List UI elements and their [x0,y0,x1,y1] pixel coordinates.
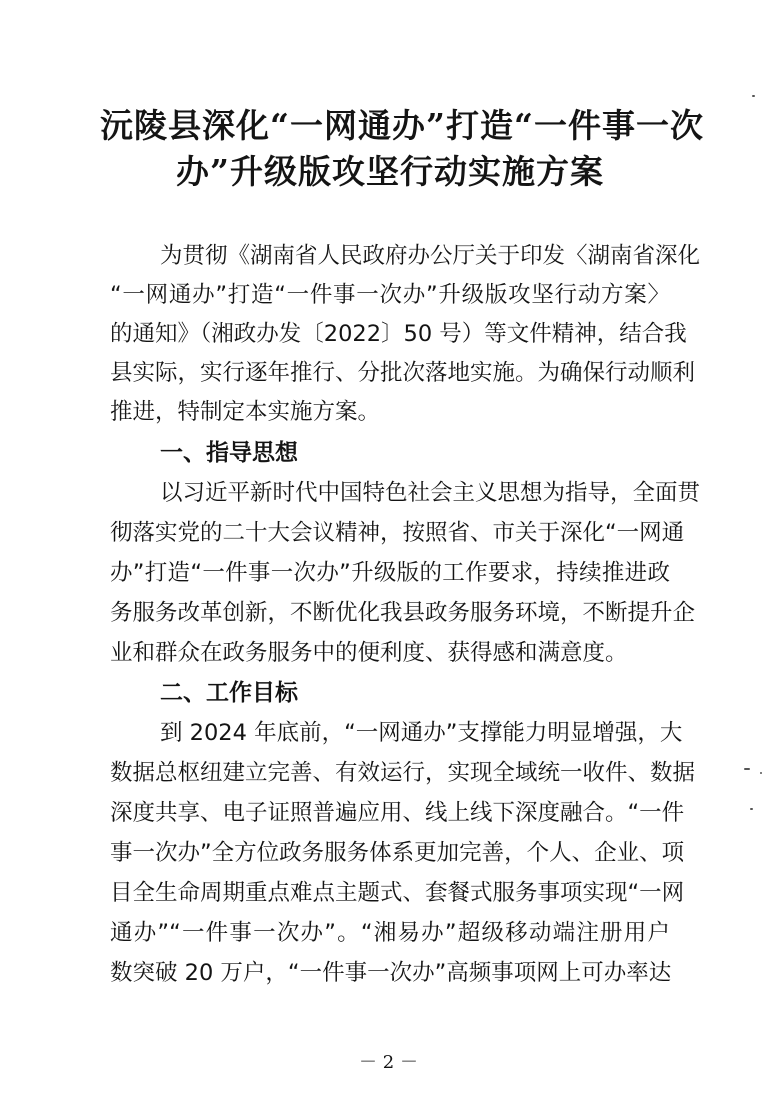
section-line: 以习近平新时代中国特色社会主义思想为指导，全面贯 [160,480,701,506]
scan-speck [752,95,755,97]
intro-line: 的通知》（湘政办发〔2022〕50 号）等文件精神，结合我 [110,321,687,347]
section-line: 业和群众在政务服务中的便利度、获得感和满意度。 [110,640,628,666]
section-line: 数据总枢纽建立完善、有效运行，实现全域统一收件、数据 [110,760,696,786]
section-line: 到 2024 年底前，“一网通办”支撑能力明显增强，大 [160,720,683,746]
section-heading-guiding-ideology: 一、指导思想 [160,440,298,466]
document-title-line-1: 沅陵县深化“一网通办”打造“一件事一次 [100,106,704,145]
intro-line: 推进，特制定本实施方案。 [110,399,381,425]
intro-line: 为贯彻《湖南省人民政府办公厅关于印发〈湖南省深化 [160,243,701,269]
scan-speck [760,772,762,774]
scan-speck [744,768,750,770]
document-title-line-2: 办”升级版攻坚行动实施方案 [176,152,604,191]
section-line: 务服务改革创新，不断优化我县政务服务环境，不断提升企 [110,600,696,626]
scan-speck [750,808,753,810]
section-line: 目全生命周期重点难点主题式、套餐式服务事项实现“一网 [110,880,685,906]
section-line: 数突破 20 万户，“一件事一次办”高频事项网上可办率达 [110,960,672,986]
section-line: 深度共享、电子证照普遍应用、线上线下深度融合。“一件 [110,800,685,826]
section-line: 彻落实党的二十大会议精神，按照省、市关于深化“一网通 [110,520,685,546]
intro-line: 县实际，实行逐年推行、分批次落地实施。为确保行动顺利 [110,360,696,386]
section-line: 通办”“一件事一次办”。“湘易办”超级移动端注册用户 [110,920,670,946]
section-line: 事一次办”全方位政务服务体系更加完善，个人、企业、项 [110,840,685,866]
section-heading-work-goals: 二、工作目标 [160,680,298,706]
page-number: － 2 － [359,1052,418,1073]
section-line: 办”打造“一件事一次办”升级版的工作要求，持续推进政 [110,560,670,586]
intro-line: “一网通办”打造“一件事一次办”升级版攻坚行动方案〉 [110,282,670,308]
